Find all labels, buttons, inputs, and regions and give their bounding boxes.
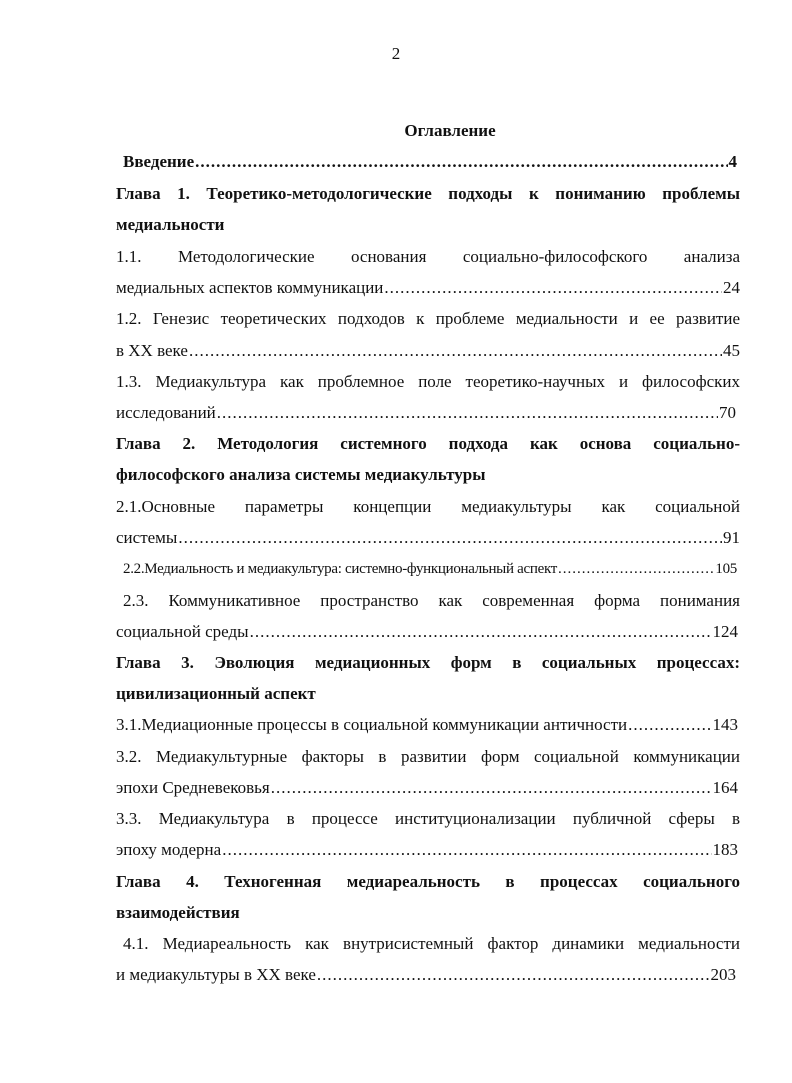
section-1-1: 1.1. Методологические основания социально-философского анализа <box>116 247 740 266</box>
toc-entry-page: 124 <box>712 622 738 641</box>
section-1-3-cont <box>116 403 736 423</box>
toc-entry-page: 143 <box>712 715 738 734</box>
dot-leader <box>195 152 727 172</box>
chapter-1-title: Глава 1. Теоретико-методологические подходы к пониманию проблемы <box>116 184 740 203</box>
chapter-2-title-cont: философского анализа системы медиакультуры <box>116 465 486 484</box>
toc-entry-text: исследований <box>116 403 216 422</box>
section-3-3: 3.3. Медиакультура в процессе институционализации публичной сферы в <box>116 809 740 828</box>
dot-leader <box>384 278 722 298</box>
section-1-3: 1.3. Медиакультура как проблемное поле теоретико-научных и философских <box>116 372 740 391</box>
toc-entry-text: эпоху модерна <box>116 840 222 859</box>
dot-leader <box>189 341 722 361</box>
toc-entry-text: социальной среды <box>116 622 249 641</box>
toc-entry-page: 45 <box>723 341 740 360</box>
toc-entry-text: 2.2.Медиальность и медиакультура: системно-функциональный аспект <box>123 561 557 577</box>
dot-leader <box>222 840 711 860</box>
section-1-2: 1.2. Генезис теоретических подходов к проблеме медиальности и ее развитие <box>116 309 740 328</box>
section-1-1-cont <box>116 278 740 298</box>
toc-entry-page: 4 <box>728 152 737 171</box>
section-3-2: 3.2. Медиакультурные факторы в развитии форм социальной коммуникации <box>116 747 740 766</box>
dot-leader <box>217 403 718 423</box>
section-4-1-cont <box>116 965 736 985</box>
dot-leader <box>628 715 711 735</box>
chapter-4-title: Глава 4. Техногенная медиареальность в процессах социального <box>116 872 740 891</box>
section-3-3-cont <box>116 840 738 860</box>
toc-entry-page: 183 <box>712 840 738 859</box>
section-4-1: 4.1. Медиареальность как внутрисистемный фактор динамики медиальности <box>123 934 740 953</box>
chapter-3-title-cont: цивилизационный аспект <box>116 684 316 703</box>
toc-entry-page: 203 <box>710 965 736 984</box>
page-number: 2 <box>391 44 401 63</box>
toc-entry-text: 3.1.Медиационные процессы в социальной коммуникации античности <box>116 715 628 734</box>
section-1-2-cont <box>116 341 740 361</box>
chapter-2-title: Глава 2. Методология системного подхода как основа социально- <box>116 434 740 453</box>
toc-entry-page: 70 <box>719 403 736 422</box>
toc-entry-text: медиальных аспектов коммуникации <box>116 278 384 297</box>
section-2-2 <box>123 559 737 579</box>
toc-entry-intro <box>123 152 737 172</box>
dot-leader <box>271 778 712 798</box>
dot-leader <box>317 965 710 985</box>
toc-entry-text: эпохи Средневековья <box>116 778 270 797</box>
chapter-3-title: Глава 3. Эволюция медиационных форм в социальных процессах: <box>116 653 740 672</box>
section-2-1-cont <box>116 528 740 548</box>
toc-entry-page: 164 <box>712 778 738 797</box>
toc-entry-text: в ХХ веке <box>116 341 188 360</box>
chapter-4-title-cont: взаимодействия <box>116 903 240 922</box>
toc-entry-page: 91 <box>723 528 740 547</box>
section-2-3-cont <box>116 622 738 642</box>
toc-entry-page: 105 <box>715 561 737 577</box>
section-2-3: 2.3. Коммуникативное пространство как современная форма понимания <box>123 591 740 610</box>
toc-title: Оглавление <box>404 121 496 140</box>
toc-entry-text: Введение <box>123 152 195 171</box>
dot-leader <box>558 559 714 579</box>
toc-entry-page: 24 <box>723 278 740 297</box>
section-2-1: 2.1.Основные параметры концепции медиакультуры как социальной <box>116 497 740 516</box>
section-3-1 <box>116 715 738 735</box>
dot-leader <box>178 528 722 548</box>
chapter-1-title-cont: медиальности <box>116 215 225 234</box>
toc-entry-text: системы <box>116 528 178 547</box>
section-3-2-cont <box>116 778 738 798</box>
dot-leader <box>250 622 712 642</box>
toc-entry-text: и медиакультуры в ХХ веке <box>116 965 316 984</box>
